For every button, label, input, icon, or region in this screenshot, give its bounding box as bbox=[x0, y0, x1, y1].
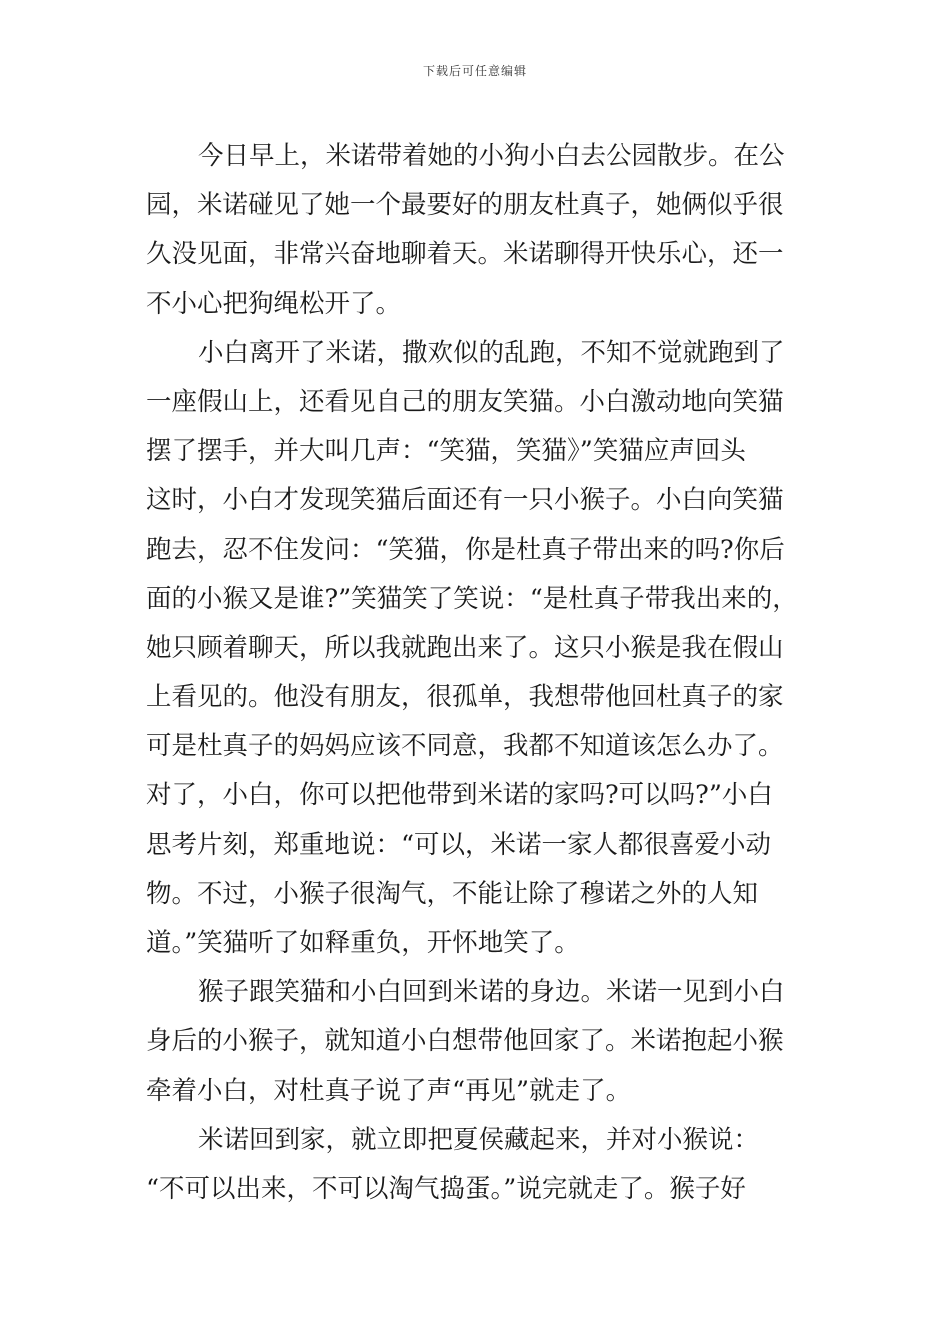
text-line: 道。”笑猫听了如释重负，开怀地笑了。 bbox=[146, 928, 580, 958]
body-text bbox=[146, 132, 811, 1214]
text-line: 这时，小白才发现笑猫后面还有一只小猴子。小白向笑猫 bbox=[146, 485, 784, 516]
text-line: 面的小猴又是谁?”笑猫笑了笑说：“是杜真子带我出来的， bbox=[146, 583, 798, 614]
text-line: 对了，小白，你可以把他带到米诺的家吗?可以吗?”小白 bbox=[146, 780, 773, 811]
text-line: 一座假山上，还看见自己的朋友笑猫。小白激动地向笑猫 bbox=[146, 386, 784, 417]
text-line: 跑去，忍不住发问：“笑猫，你是杜真子带出来的吗?你后 bbox=[146, 534, 785, 565]
text-line: 上看见的。他没有朋友，很孤单，我想带他回杜真子的家 bbox=[146, 682, 784, 713]
text-line: 园，米诺碰见了她一个最要好的朋友杜真子，她俩似乎很 bbox=[146, 190, 784, 221]
text-line: 她只顾着聊天，所以我就跑出来了。这只小猴是我在假山 bbox=[146, 632, 784, 663]
text-line: 摆了摆手，并大叫几声：“笑猫，笑猫》”笑猫应声回头 bbox=[146, 436, 746, 467]
text-line: 思考片刻，郑重地说：“可以，米诺一家人都很喜爱小动 bbox=[146, 829, 772, 860]
text-line: 小白离开了米诺，撒欢似的乱跑，不知不觉就跑到了 bbox=[198, 337, 785, 368]
text-line: 米诺回到家，就立即把夏侯藏起来，并对小猴说： bbox=[198, 1124, 760, 1155]
text-line: 物。不过，小猴子很淘气，不能让除了穆诺之外的人知 bbox=[146, 878, 759, 909]
text-line: 不小心把狗绳松开了。 bbox=[146, 288, 402, 319]
text-line: “不可以出来，不可以淘气捣蛋。”说完就走了。猴子好 bbox=[146, 1173, 746, 1204]
text-line: 牵着小白，对杜真子说了声“再见”就走了。 bbox=[146, 1075, 632, 1106]
page-header: 下载后可任意编辑 bbox=[422, 64, 527, 78]
text-line: 今日早上，米诺带着她的小狗小白去公园散步。在公 bbox=[198, 141, 785, 171]
text-line: 猴子跟笑猫和小白回到米诺的身边。米诺一见到小白 bbox=[198, 977, 785, 1008]
text-line: 可是杜真子的妈妈应该不同意，我都不知道该怎么办了。 bbox=[146, 731, 784, 762]
text-line: 身后的小猴子，就知道小白想带他回家了。米诺抱起小猴 bbox=[146, 1026, 784, 1057]
text-line: 久没见面，非常兴奋地聊着天。米诺聊得开快乐心，还一 bbox=[146, 239, 784, 270]
